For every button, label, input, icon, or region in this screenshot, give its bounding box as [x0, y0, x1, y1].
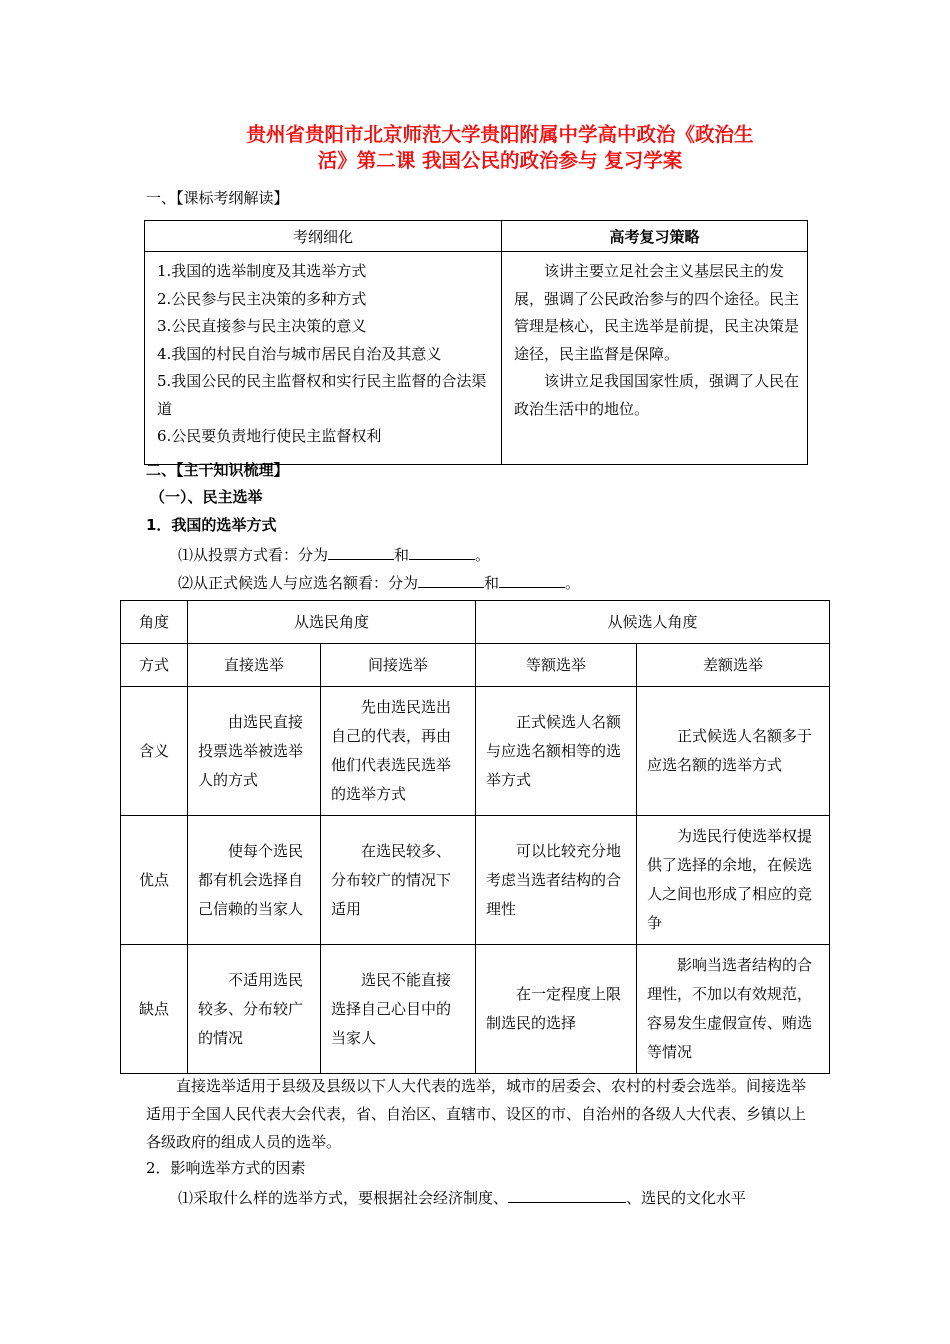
syllabus-table — [144, 220, 808, 465]
blank-field[interactable] — [418, 571, 484, 588]
row-label: 含义 — [121, 687, 188, 816]
table-cell: 差额选举 — [637, 644, 830, 687]
question-2-text: ⑵从正式候选人与应选名额看：分为 — [178, 574, 419, 592]
table-cell: 角度 — [121, 601, 188, 644]
strategy-text — [502, 252, 808, 465]
question-2-end: 。 — [565, 574, 581, 592]
question-1 — [178, 543, 490, 565]
election-methods-table — [120, 600, 830, 1074]
table-cell: 间接选举 — [321, 644, 476, 687]
question-2-and: 和 — [484, 574, 500, 592]
document-title — [180, 122, 820, 174]
strategy-header: 高考复习策略 — [502, 221, 808, 252]
table-cell: 由选民直接投票选举被选举人的方式 — [188, 687, 321, 816]
table-cell: 先由选民选出自己的代表，再由他们代表选民选举的选举方式 — [321, 687, 476, 816]
table-cell: 为选民行使选举权提供了选择的余地，在候选人之间也形成了相应的竞争 — [637, 816, 830, 945]
election-scope-paragraph: 直接选举适用于县级及县级以下人大代表的选举，城市的居委会、农村的村委会选举。间接选举适用于全国人民代表大会代表，省、自治区、直辖市、设区的市、自治州的各级人大代表、乡镇以上各级政府的组成人员的选举。 — [146, 1077, 807, 1151]
subsection-heading: （一）、民主选举 — [150, 488, 263, 506]
table-cell: 等额选举 — [476, 644, 637, 687]
question-1-text: ⑴从投票方式看：分为 — [178, 546, 329, 564]
question-1-end: 。 — [475, 546, 491, 564]
point2-heading: 2．影响选举方式的因素 — [146, 1159, 306, 1177]
blank-field[interactable] — [409, 543, 475, 560]
strategy-paragraph-1: 该讲主要立足社会主义基层民主的发展，强调了公民政治参与的四个途径。民主管理是核心，民主选举是前提，民主决策是途径，民主监督是保障。 — [514, 262, 800, 363]
table-cell: 在选民较多、分布较广的情况下适用 — [321, 816, 476, 945]
point1-heading: 1．我国的选举方式 — [146, 516, 277, 534]
table-row — [121, 816, 830, 945]
question-3 — [178, 1186, 746, 1208]
section2-heading: 二、【主干知识梳理】 — [146, 461, 289, 479]
table-cell: 直接选举 — [188, 644, 321, 687]
syllabus-header: 考纲细化 — [145, 221, 502, 252]
list-item: 6.公民要负责地行使民主监督权利 — [157, 427, 382, 445]
blank-field[interactable] — [499, 571, 565, 588]
table-cell: 可以比较充分地考虑当选者结构的合理性 — [476, 816, 637, 945]
table-cell: 选民不能直接选择自己心目中的当家人 — [321, 945, 476, 1074]
table-cell: 不适用选民较多、分布较广的情况 — [188, 945, 321, 1074]
table-row — [121, 687, 830, 816]
list-item: 1.我国的选举制度及其选举方式 — [157, 262, 367, 280]
list-item: 4.我国的村民自治与城市居民自治及其意义 — [157, 344, 442, 363]
table-row — [121, 945, 830, 1074]
strategy-paragraph-2: 该讲立足我国国家性质，强调了人民在政治生活中的地位。 — [514, 372, 800, 418]
row-label: 优点 — [121, 816, 188, 945]
title-line-2: 活》第二课 我国公民的政治参与 复习学案 — [317, 149, 683, 172]
question-3-tail: 、选民的文化水平 — [626, 1189, 747, 1207]
table-cell: 使每个选民都有机会选择自己信赖的当家人 — [188, 816, 321, 945]
blank-field[interactable] — [508, 1186, 626, 1203]
list-item: 5.我国公民的民主监督权和实行民主监督的合法渠道 — [157, 372, 487, 418]
table-cell: 方式 — [121, 644, 188, 687]
table-cell: 影响当选者结构的合理性，不加以有效规范，容易发生虚假宣传、贿选等情况 — [637, 945, 830, 1074]
question-1-and: 和 — [394, 546, 410, 564]
table-cell: 在一定程度上限制选民的选择 — [476, 945, 637, 1074]
list-item: 3.公民直接参与民主决策的意义 — [157, 317, 367, 335]
table-cell: 从候选人角度 — [476, 601, 830, 644]
row-label: 缺点 — [121, 945, 188, 1074]
syllabus-items — [145, 252, 502, 465]
table-cell: 从选民角度 — [188, 601, 476, 644]
section1-heading: 一、【课标考纲解读】 — [146, 189, 289, 207]
table-cell: 正式候选人名额多于应选名额的选举方式 — [637, 687, 830, 816]
list-item: 2.公民参与民主决策的多种方式 — [157, 289, 367, 308]
table-cell: 正式候选人名额与应选名额相等的选举方式 — [476, 687, 637, 816]
blank-field[interactable] — [328, 543, 394, 560]
title-line-1: 贵州省贵阳市北京师范大学贵阳附属中学高中政治《政治生 — [246, 123, 754, 146]
question-3-text: ⑴采取什么样的选举方式，要根据社会经济制度、 — [178, 1189, 509, 1207]
question-2 — [178, 571, 580, 593]
